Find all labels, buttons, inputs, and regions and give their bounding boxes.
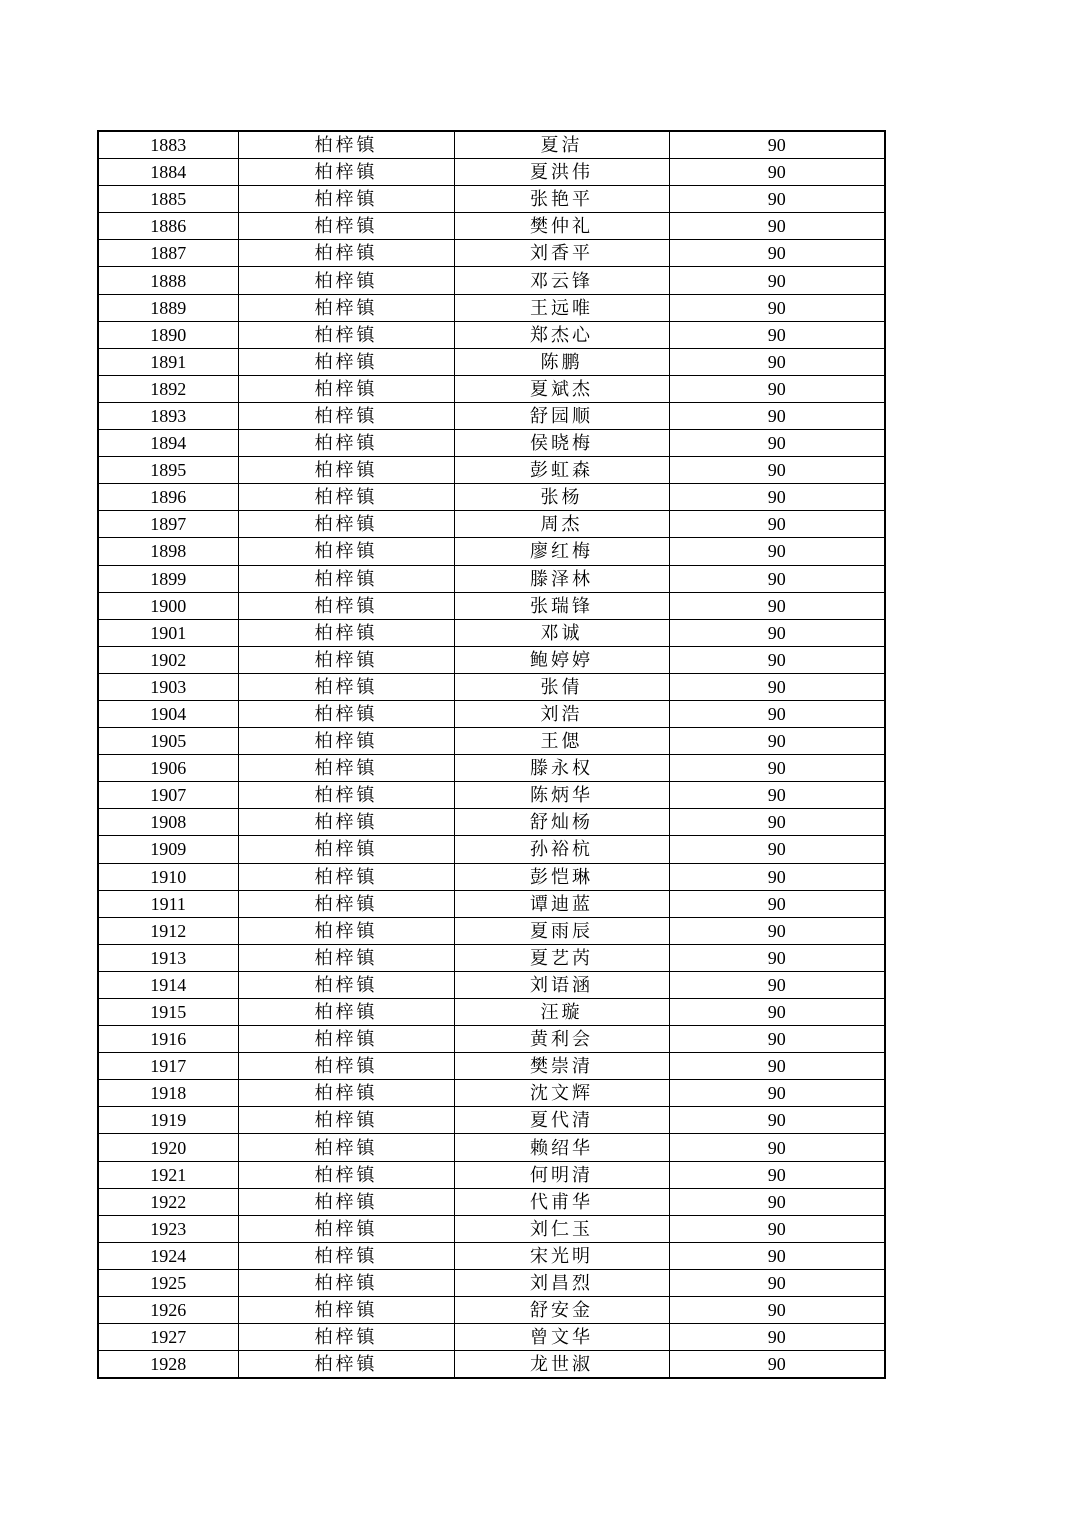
- town-cell: 柏梓镇: [238, 267, 454, 294]
- row-number-cell: 1918: [98, 1080, 238, 1107]
- score-cell: 90: [669, 782, 885, 809]
- person-name-cell: 刘浩: [454, 700, 669, 727]
- person-name-cell: 邓诚: [454, 619, 669, 646]
- score-cell: 90: [669, 511, 885, 538]
- table-row: [98, 511, 885, 538]
- town-cell: 柏梓镇: [238, 375, 454, 402]
- row-number-cell: 1927: [98, 1324, 238, 1351]
- town-cell: 柏梓镇: [238, 863, 454, 890]
- table-row: [98, 809, 885, 836]
- table-row: [98, 1215, 885, 1242]
- person-name-cell: 曾文华: [454, 1324, 669, 1351]
- person-name-cell: 代甫华: [454, 1188, 669, 1215]
- table-row: [98, 1269, 885, 1296]
- town-cell: 柏梓镇: [238, 673, 454, 700]
- score-cell: 90: [669, 1134, 885, 1161]
- row-number-cell: 1910: [98, 863, 238, 890]
- row-number-cell: 1920: [98, 1134, 238, 1161]
- row-number-cell: 1905: [98, 728, 238, 755]
- person-name-cell: 廖红梅: [454, 538, 669, 565]
- person-name-cell: 彭虹森: [454, 457, 669, 484]
- row-number-cell: 1896: [98, 484, 238, 511]
- table-row: [98, 1080, 885, 1107]
- town-cell: 柏梓镇: [238, 1134, 454, 1161]
- row-number-cell: 1900: [98, 592, 238, 619]
- town-cell: 柏梓镇: [238, 159, 454, 186]
- score-cell: 90: [669, 809, 885, 836]
- score-cell: 90: [669, 1107, 885, 1134]
- row-number-cell: 1909: [98, 836, 238, 863]
- score-cell: 90: [669, 944, 885, 971]
- score-cell: 90: [669, 484, 885, 511]
- row-number-cell: 1912: [98, 917, 238, 944]
- town-cell: 柏梓镇: [238, 890, 454, 917]
- person-name-cell: 张瑞锋: [454, 592, 669, 619]
- town-cell: 柏梓镇: [238, 1269, 454, 1296]
- score-cell: 90: [669, 592, 885, 619]
- table-row: [98, 1134, 885, 1161]
- table-row: [98, 213, 885, 240]
- row-number-cell: 1923: [98, 1215, 238, 1242]
- person-name-cell: 樊仲礼: [454, 213, 669, 240]
- row-number-cell: 1885: [98, 186, 238, 213]
- town-cell: 柏梓镇: [238, 700, 454, 727]
- score-cell: 90: [669, 1161, 885, 1188]
- row-number-cell: 1907: [98, 782, 238, 809]
- person-name-cell: 汪璇: [454, 999, 669, 1026]
- row-number-cell: 1890: [98, 321, 238, 348]
- town-cell: 柏梓镇: [238, 1324, 454, 1351]
- person-name-cell: 沈文辉: [454, 1080, 669, 1107]
- table-row: [98, 1026, 885, 1053]
- table-row: [98, 321, 885, 348]
- person-name-cell: 滕泽林: [454, 565, 669, 592]
- score-cell: 90: [669, 890, 885, 917]
- row-number-cell: 1889: [98, 294, 238, 321]
- person-name-cell: 侯晓梅: [454, 430, 669, 457]
- table-row: [98, 673, 885, 700]
- town-cell: 柏梓镇: [238, 457, 454, 484]
- table-row: [98, 1324, 885, 1351]
- table-row: [98, 1188, 885, 1215]
- score-cell: 90: [669, 213, 885, 240]
- score-cell: 90: [669, 159, 885, 186]
- score-cell: 90: [669, 348, 885, 375]
- table-row: [98, 484, 885, 511]
- row-number-cell: 1883: [98, 131, 238, 159]
- person-name-cell: 王远唯: [454, 294, 669, 321]
- table-row: [98, 592, 885, 619]
- table-row: [98, 457, 885, 484]
- score-cell: 90: [669, 402, 885, 429]
- town-cell: 柏梓镇: [238, 240, 454, 267]
- score-cell: 90: [669, 375, 885, 402]
- table-row: [98, 728, 885, 755]
- person-name-cell: 王偲: [454, 728, 669, 755]
- person-name-cell: 夏斌杰: [454, 375, 669, 402]
- row-number-cell: 1928: [98, 1351, 238, 1379]
- table-row: [98, 294, 885, 321]
- town-cell: 柏梓镇: [238, 917, 454, 944]
- table-row: [98, 186, 885, 213]
- town-cell: 柏梓镇: [238, 294, 454, 321]
- person-name-cell: 刘香平: [454, 240, 669, 267]
- score-cell: 90: [669, 1053, 885, 1080]
- row-number-cell: 1914: [98, 971, 238, 998]
- row-number-cell: 1908: [98, 809, 238, 836]
- row-number-cell: 1911: [98, 890, 238, 917]
- person-name-cell: 何明清: [454, 1161, 669, 1188]
- person-name-cell: 孙裕杭: [454, 836, 669, 863]
- table-row: [98, 1297, 885, 1324]
- town-cell: 柏梓镇: [238, 131, 454, 159]
- row-number-cell: 1894: [98, 430, 238, 457]
- score-cell: 90: [669, 1080, 885, 1107]
- town-cell: 柏梓镇: [238, 999, 454, 1026]
- row-number-cell: 1915: [98, 999, 238, 1026]
- person-name-cell: 刘昌烈: [454, 1269, 669, 1296]
- score-cell: 90: [669, 294, 885, 321]
- table-row: [98, 348, 885, 375]
- town-cell: 柏梓镇: [238, 213, 454, 240]
- town-cell: 柏梓镇: [238, 646, 454, 673]
- score-cell: 90: [669, 1269, 885, 1296]
- town-cell: 柏梓镇: [238, 592, 454, 619]
- row-number-cell: 1903: [98, 673, 238, 700]
- table-row: [98, 402, 885, 429]
- score-cell: 90: [669, 836, 885, 863]
- score-cell: 90: [669, 1351, 885, 1379]
- person-name-cell: 周杰: [454, 511, 669, 538]
- score-cell: 90: [669, 917, 885, 944]
- table-row: [98, 999, 885, 1026]
- table-row: [98, 1107, 885, 1134]
- town-cell: 柏梓镇: [238, 1107, 454, 1134]
- score-cell: 90: [669, 999, 885, 1026]
- score-cell: 90: [669, 1242, 885, 1269]
- person-name-cell: 陈鹏: [454, 348, 669, 375]
- town-cell: 柏梓镇: [238, 755, 454, 782]
- town-cell: 柏梓镇: [238, 1161, 454, 1188]
- person-name-cell: 龙世淑: [454, 1351, 669, 1379]
- person-name-cell: 刘仁玉: [454, 1215, 669, 1242]
- table-row: [98, 890, 885, 917]
- person-name-cell: 宋光明: [454, 1242, 669, 1269]
- table-row: [98, 836, 885, 863]
- town-cell: 柏梓镇: [238, 538, 454, 565]
- table-row: [98, 863, 885, 890]
- town-cell: 柏梓镇: [238, 728, 454, 755]
- town-cell: 柏梓镇: [238, 1242, 454, 1269]
- town-cell: 柏梓镇: [238, 1080, 454, 1107]
- row-number-cell: 1926: [98, 1297, 238, 1324]
- row-number-cell: 1916: [98, 1026, 238, 1053]
- person-name-cell: 张杨: [454, 484, 669, 511]
- row-number-cell: 1922: [98, 1188, 238, 1215]
- score-cell: 90: [669, 430, 885, 457]
- score-cell: 90: [669, 1188, 885, 1215]
- town-cell: 柏梓镇: [238, 511, 454, 538]
- person-name-cell: 邓云锋: [454, 267, 669, 294]
- town-cell: 柏梓镇: [238, 1351, 454, 1379]
- table-row: [98, 1161, 885, 1188]
- score-cell: 90: [669, 457, 885, 484]
- score-cell: 90: [669, 538, 885, 565]
- person-name-cell: 谭迪蓝: [454, 890, 669, 917]
- score-cell: 90: [669, 131, 885, 159]
- score-cell: 90: [669, 755, 885, 782]
- person-name-cell: 张倩: [454, 673, 669, 700]
- row-number-cell: 1921: [98, 1161, 238, 1188]
- table-row: [98, 619, 885, 646]
- score-cell: 90: [669, 240, 885, 267]
- roster-table: [97, 130, 886, 1379]
- person-name-cell: 陈炳华: [454, 782, 669, 809]
- person-name-cell: 樊崇清: [454, 1053, 669, 1080]
- town-cell: 柏梓镇: [238, 619, 454, 646]
- row-number-cell: 1924: [98, 1242, 238, 1269]
- row-number-cell: 1897: [98, 511, 238, 538]
- person-name-cell: 张艳平: [454, 186, 669, 213]
- score-cell: 90: [669, 565, 885, 592]
- town-cell: 柏梓镇: [238, 565, 454, 592]
- table-row: [98, 159, 885, 186]
- person-name-cell: 鲍婷婷: [454, 646, 669, 673]
- row-number-cell: 1901: [98, 619, 238, 646]
- score-cell: 90: [669, 1297, 885, 1324]
- town-cell: 柏梓镇: [238, 430, 454, 457]
- score-cell: 90: [669, 1324, 885, 1351]
- person-name-cell: 舒安金: [454, 1297, 669, 1324]
- table-row: [98, 1053, 885, 1080]
- row-number-cell: 1913: [98, 944, 238, 971]
- score-cell: 90: [669, 267, 885, 294]
- roster-table-body: [98, 131, 885, 1378]
- person-name-cell: 夏雨辰: [454, 917, 669, 944]
- person-name-cell: 夏洪伟: [454, 159, 669, 186]
- row-number-cell: 1892: [98, 375, 238, 402]
- person-name-cell: 夏代清: [454, 1107, 669, 1134]
- score-cell: 90: [669, 673, 885, 700]
- town-cell: 柏梓镇: [238, 971, 454, 998]
- row-number-cell: 1895: [98, 457, 238, 484]
- row-number-cell: 1925: [98, 1269, 238, 1296]
- person-name-cell: 滕永权: [454, 755, 669, 782]
- table-row: [98, 565, 885, 592]
- town-cell: 柏梓镇: [238, 321, 454, 348]
- row-number-cell: 1899: [98, 565, 238, 592]
- row-number-cell: 1898: [98, 538, 238, 565]
- score-cell: 90: [669, 971, 885, 998]
- town-cell: 柏梓镇: [238, 1188, 454, 1215]
- person-name-cell: 舒灿杨: [454, 809, 669, 836]
- person-name-cell: 赖绍华: [454, 1134, 669, 1161]
- table-row: [98, 240, 885, 267]
- town-cell: 柏梓镇: [238, 809, 454, 836]
- table-row: [98, 131, 885, 159]
- row-number-cell: 1904: [98, 700, 238, 727]
- person-name-cell: 夏洁: [454, 131, 669, 159]
- score-cell: 90: [669, 1026, 885, 1053]
- table-row: [98, 538, 885, 565]
- table-row: [98, 917, 885, 944]
- table-row: [98, 1242, 885, 1269]
- table-row: [98, 944, 885, 971]
- table-row: [98, 375, 885, 402]
- person-name-cell: 夏艺芮: [454, 944, 669, 971]
- row-number-cell: 1893: [98, 402, 238, 429]
- table-row: [98, 755, 885, 782]
- town-cell: 柏梓镇: [238, 402, 454, 429]
- score-cell: 90: [669, 700, 885, 727]
- town-cell: 柏梓镇: [238, 1026, 454, 1053]
- row-number-cell: 1906: [98, 755, 238, 782]
- town-cell: 柏梓镇: [238, 782, 454, 809]
- town-cell: 柏梓镇: [238, 1215, 454, 1242]
- table-row: [98, 1351, 885, 1379]
- table-row: [98, 267, 885, 294]
- row-number-cell: 1917: [98, 1053, 238, 1080]
- row-number-cell: 1884: [98, 159, 238, 186]
- score-cell: 90: [669, 728, 885, 755]
- table-row: [98, 430, 885, 457]
- town-cell: 柏梓镇: [238, 944, 454, 971]
- row-number-cell: 1902: [98, 646, 238, 673]
- town-cell: 柏梓镇: [238, 484, 454, 511]
- person-name-cell: 彭恺琳: [454, 863, 669, 890]
- score-cell: 90: [669, 321, 885, 348]
- table-row: [98, 646, 885, 673]
- table-row: [98, 700, 885, 727]
- row-number-cell: 1886: [98, 213, 238, 240]
- town-cell: 柏梓镇: [238, 186, 454, 213]
- table-row: [98, 971, 885, 998]
- town-cell: 柏梓镇: [238, 836, 454, 863]
- row-number-cell: 1888: [98, 267, 238, 294]
- score-cell: 90: [669, 646, 885, 673]
- score-cell: 90: [669, 1215, 885, 1242]
- town-cell: 柏梓镇: [238, 1053, 454, 1080]
- person-name-cell: 黄利会: [454, 1026, 669, 1053]
- table-row: [98, 782, 885, 809]
- score-cell: 90: [669, 863, 885, 890]
- score-cell: 90: [669, 619, 885, 646]
- person-name-cell: 刘语涵: [454, 971, 669, 998]
- person-name-cell: 舒园顺: [454, 402, 669, 429]
- town-cell: 柏梓镇: [238, 348, 454, 375]
- row-number-cell: 1887: [98, 240, 238, 267]
- row-number-cell: 1919: [98, 1107, 238, 1134]
- score-cell: 90: [669, 186, 885, 213]
- town-cell: 柏梓镇: [238, 1297, 454, 1324]
- row-number-cell: 1891: [98, 348, 238, 375]
- person-name-cell: 郑杰心: [454, 321, 669, 348]
